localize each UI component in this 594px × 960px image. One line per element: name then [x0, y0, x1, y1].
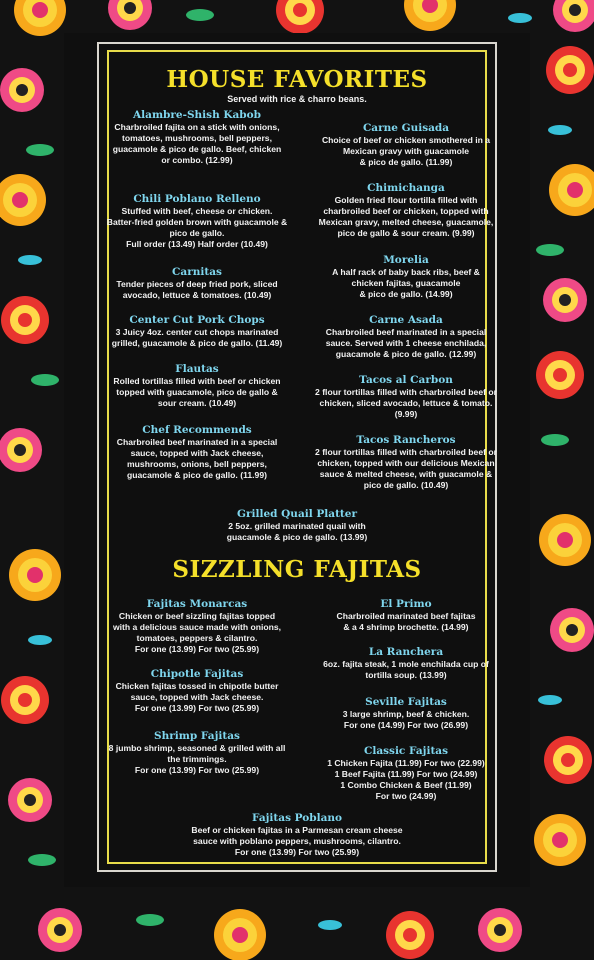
menu-item-name: Chimichanga [367, 182, 445, 194]
menu-item-desc: Charbroiled beef marinated in a special sauce. Served with 1 cheese enchilada, guacamole & pico de gallo. (12.99) [325, 327, 487, 359]
menu-item-desc: Charbroiled marinated beef fajitas & a 4 shrimp brochette. (14.99) [336, 611, 476, 632]
menu-item-desc: A half rack of baby back ribs, beef & chicken fajitas, guacamole & pico de gallo. (14.99) [332, 267, 480, 299]
menu-item-name: Carne Asada [369, 314, 443, 326]
section-title-sizzling-fajitas: SIZZLING FAJITAS [172, 556, 422, 583]
menu-item [92, 266, 302, 301]
menu-item-name: Seville Fajitas [365, 696, 447, 708]
menu-item [300, 374, 512, 420]
menu-item [92, 314, 302, 349]
menu-item-name: Center Cut Pork Chops [129, 314, 265, 326]
menu-item-name: Flautas [175, 363, 219, 375]
menu-item-desc: 6oz. fajita steak, 1 mole enchilada cup of tortilla soup. (13.99) [323, 659, 489, 680]
menu-item-desc: Choice of beef or chicken smothered in a Mexican gravy with guacamole & pico de gallo. (11.99) [321, 135, 491, 167]
menu-item [92, 109, 302, 166]
menu-item [92, 424, 302, 481]
section-title-house-favorites: HOUSE FAVORITES [166, 66, 428, 93]
section-subtitle: Served with rice & charro beans. [227, 94, 367, 104]
menu-item-name: Tacos Rancheros [356, 434, 456, 446]
menu-item-desc: Charbroiled fajita on a stick with onions, tomatoes, mushrooms, bell peppers, guacamole & pico de gallo. Beef, chicken or combo. (12.99) [112, 122, 282, 165]
menu-item-desc: 2 flour tortillas filled with charbroiled beef or chicken, topped with our delicious Mexican sauce & melted cheese, with guacamole & pico de gallo. (10.49) [315, 447, 497, 490]
menu-item-name: Fajitas Poblano [251, 812, 343, 824]
menu-item-desc: 3 Juicy 4oz. center cut chops marinated grilled, guacamole & pico de gallo. (11.49) [111, 327, 283, 348]
menu-item-name: Alambre-Shish Kabob [133, 109, 261, 121]
menu-item-name: Carnitas [172, 266, 222, 278]
menu-item-name: Chef Recommends [142, 424, 252, 436]
menu-item-name: Fajitas Monarcas [146, 598, 248, 610]
menu-item-desc: 3 large shrimp, beef & chicken. For one (14.99) For two (26.99) [342, 709, 470, 730]
menu-item [160, 508, 434, 543]
menu-item-desc: Beef or chicken fajitas in a Parmesan cream cheese sauce with poblano peppers, mushrooms, cilantro. For one (13.99) For two (25.99) [191, 825, 403, 857]
menu-item [92, 730, 302, 776]
menu-item-desc: 1 Chicken Fajita (11.99) For two (22.99) 1 Beef Fajita (11.99) For two (24.99) 1 Combo Chicken & Beef (11.99) For two (24.99) [327, 758, 485, 801]
menu-item-desc: Tender pieces of deep fried pork, sliced avocado, lettuce & tomatoes. (10.49) [116, 279, 278, 300]
menu-item-desc: Golden fried flour tortilla filled with charbroiled beef or chicken, topped with Mexican gravy, melted cheese, guacamole, pico de gallo & sour cream. (9.99) [318, 195, 494, 238]
menu-item-name: Chipotle Fajitas [150, 668, 244, 680]
menu-item-desc: 8 jumbo shrimp, seasoned & grilled with all the trimmings. For one (13.99) For two (25.99) [108, 743, 286, 775]
menu-item-desc: Rolled tortillas filled with beef or chicken topped with guacamole, pico de gallo & sour cream. (10.49) [113, 376, 281, 408]
menu-item-name: Tacos al Carbon [359, 374, 453, 386]
menu-item [142, 812, 452, 858]
menu-item-desc: Stuffed with beef, cheese or chicken. Batter-fried golden brown with guacamole & pico de gallo. Full order (13.49) Half order (10.49) [106, 206, 288, 249]
menu-item-desc: 2 5oz. grilled marinated quail with guacamole & pico de gallo. (13.99) [226, 521, 368, 542]
menu-item [92, 363, 302, 409]
menu-item-name: Shrimp Fajitas [154, 730, 240, 742]
menu-item-name: Morelia [383, 254, 429, 266]
menu-item [300, 254, 512, 300]
menu-item-name: El Primo [380, 598, 432, 610]
menu-item [92, 668, 302, 714]
menu-item-name: Chili Poblano Relleno [133, 193, 261, 205]
menu-item-desc: Chicken or beef sizzling fajitas topped with a delicious sauce made with onions, tomatoes, peppers & cilantro. For one (13.99) For two (25.99) [112, 611, 282, 654]
menu-item [300, 696, 512, 731]
menu-item [300, 745, 512, 802]
menu-item-name: Classic Fajitas [363, 745, 449, 757]
menu-item [300, 182, 512, 239]
menu-item [92, 193, 302, 250]
menu-item [300, 314, 512, 360]
menu-item-desc: Charbroiled beef marinated in a special sauce, topped with Jack cheese, mushrooms, onions, bell peppers, guacamole & pico de gallo. (11.99) [116, 437, 278, 480]
menu-item [300, 434, 512, 491]
menu-item [300, 598, 512, 633]
menu-item [300, 646, 512, 681]
menu-item-name: La Ranchera [368, 646, 444, 658]
menu-item-name: Grilled Quail Platter [237, 508, 357, 520]
menu-item-desc: 2 flour tortillas filled with charbroiled beef or chicken, sliced avocado, lettuce & tomato. (9.99) [315, 387, 497, 419]
menu-item [300, 122, 512, 168]
menu-item [92, 598, 302, 655]
menu-item-desc: Chicken fajitas tossed in chipotle butter sauce, topped with Jack cheese. For one (13.99) For two (25.99) [115, 681, 279, 713]
menu-item-name: Carne Guisada [362, 122, 450, 134]
